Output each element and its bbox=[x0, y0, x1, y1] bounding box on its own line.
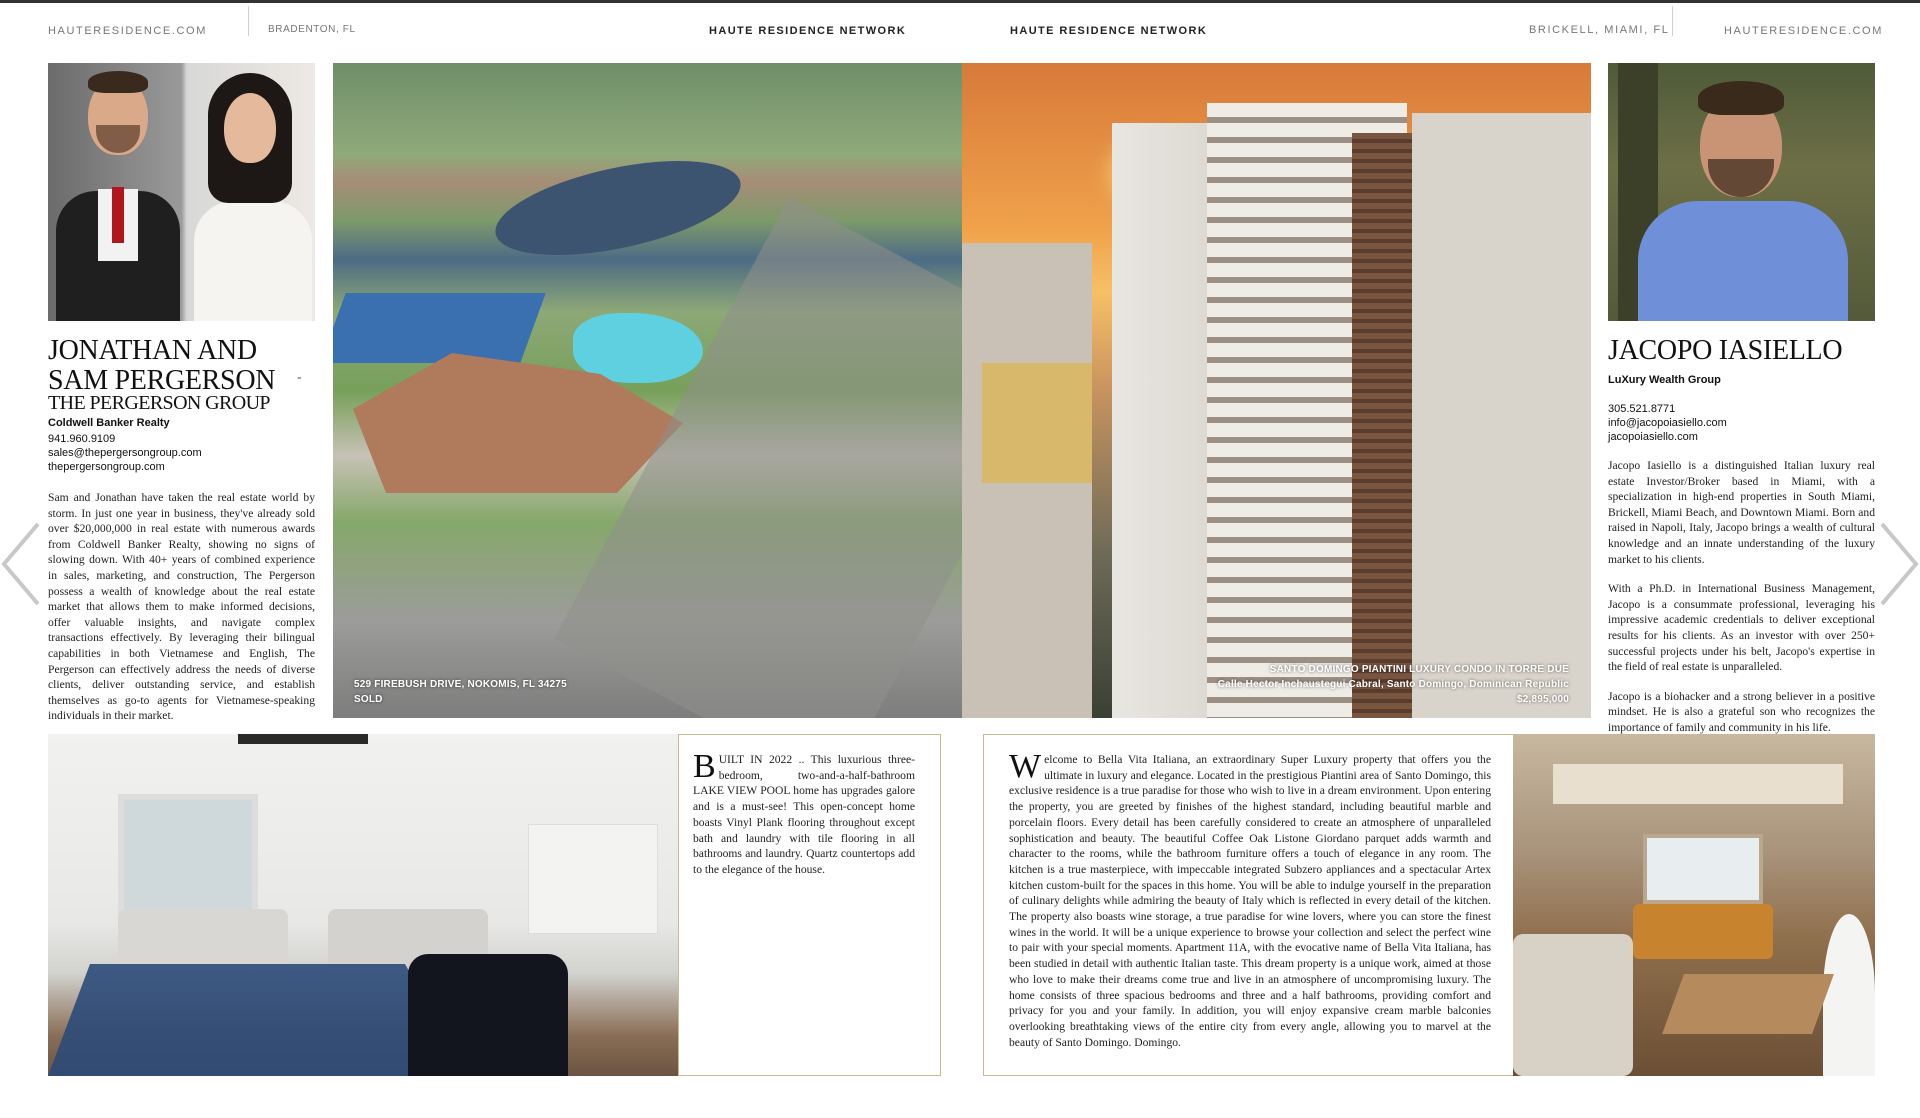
jacopo-portrait-photo bbox=[1608, 63, 1875, 321]
condo-title-caption: SANTO DOMINGO PIANTINI LUXURY CONDO IN TORRE DUE bbox=[1269, 664, 1569, 675]
agent-jonathan-figure bbox=[48, 63, 188, 321]
window bbox=[1643, 834, 1763, 904]
top-border bbox=[0, 0, 1920, 3]
listing-address-caption: 529 FIREBUSH DRIVE, NOKOMIS, FL 34275 bbox=[354, 679, 567, 690]
agent-jacopo-company: LuXury Wealth Group bbox=[1608, 374, 1721, 386]
living-room-photo bbox=[48, 734, 678, 1076]
tennis-courts bbox=[333, 293, 546, 363]
header-divider bbox=[248, 6, 249, 36]
agents-portrait-photo bbox=[48, 63, 315, 321]
chevron-left-icon[interactable] bbox=[0, 522, 42, 606]
agent-jacopo-website[interactable]: jacopoiasiello.com bbox=[1608, 431, 1698, 443]
listing-status-caption: SOLD bbox=[354, 694, 383, 705]
agent-sam-figure bbox=[188, 63, 315, 321]
tower-side bbox=[1412, 113, 1591, 718]
white-sofa bbox=[1513, 934, 1633, 1076]
armchair bbox=[408, 954, 568, 1076]
right-site-name: HAUTERESIDENCE.COM bbox=[1724, 25, 1883, 37]
orchid bbox=[1823, 914, 1875, 1076]
bio-paragraph-1: Jacopo Iasiello is a distinguished Italian luxury real estate Investor/Broker based in Miami, with a specialization in high-end properties in South Miami, Brickell, Miami Beach, and Downtown Miami. Born and raised in Napoli, Italy, Jacopo brings a wealth of cultural knowledge and an innate understanding of the luxury market to his clients. bbox=[1608, 459, 1875, 566]
ceiling bbox=[1553, 764, 1843, 804]
agent-name-line2: SAM PERGERSON bbox=[48, 365, 276, 396]
agent-jacopo-email[interactable]: info@jacopoiasiello.com bbox=[1608, 417, 1727, 429]
agent-jacopo-phone[interactable]: 305.521.8771 bbox=[1608, 403, 1676, 415]
agent-phone[interactable]: 941.960.9109 bbox=[48, 433, 116, 445]
network-title-left: HAUTE RESIDENCE NETWORK bbox=[709, 25, 907, 37]
kitchen bbox=[528, 824, 658, 934]
hair bbox=[1698, 81, 1784, 115]
agent-group-name: THE PERGERSON GROUP bbox=[48, 392, 270, 414]
area-rug bbox=[48, 964, 468, 1076]
agent-bio: Sam and Jonathan have taken the real estate world by storm. In just one year in business, they've already sold over $20,000,000 in real estate with numerous awards from Coldwell Banker Realty, showing no signs of slowing down. With 40+ years of combined experience in sales, marketing, and construction, The Pergerson possess a wealth of knowledge about the real estate market that allows them to make informed decisions, offer valuable insights, and navigate complex transactions effectively. By leveraging their bilingual capabilities in both Vietnamese and English, The Pergerson can effectively address the needs of diverse clients, deliver outstanding service, and establish themselves as go-to agents for Vietnamese-speaking individuals in their market. bbox=[48, 491, 315, 723]
condo-tower-photo bbox=[962, 63, 1591, 718]
condo-description bbox=[1009, 748, 1491, 1050]
agent-name-line1: JONATHAN AND bbox=[48, 335, 257, 366]
listing-description bbox=[693, 748, 915, 878]
agent-name-dash: - bbox=[297, 370, 302, 385]
shirt bbox=[1638, 201, 1848, 321]
dropcap: B bbox=[693, 748, 716, 785]
dropcap: W bbox=[1009, 748, 1042, 785]
right-location: BRICKELL, MIAMI, FL bbox=[1529, 24, 1670, 36]
pool-shape bbox=[573, 313, 703, 383]
header-divider bbox=[1672, 6, 1673, 36]
orange-sofa bbox=[1633, 904, 1773, 959]
bio-paragraph-2: With a Ph.D. in International Business Management, Jacopo is a consummate professional, leveraging his impressive academic credentials to deliver exceptional results for his clients. As an investor with over 250+ successful projects under his belt, Jacopo's expertise in the field of real estate is unparalleled. bbox=[1608, 582, 1875, 674]
left-location: BRADENTON, FL bbox=[268, 24, 356, 35]
condo-interior-photo bbox=[1513, 734, 1875, 1076]
yellow-building bbox=[982, 363, 1092, 483]
community-aerial-photo bbox=[333, 63, 962, 718]
agent-company: Coldwell Banker Realty bbox=[48, 417, 170, 429]
condo-address-caption: Calle Hector Inchaustegui Cabral, Santo Domingo, Dominican Republic bbox=[1217, 679, 1569, 690]
condo-price-caption: $2,895,000 bbox=[1516, 694, 1569, 705]
left-site-name: HAUTERESIDENCE.COM bbox=[48, 25, 207, 37]
chevron-right-icon[interactable] bbox=[1878, 522, 1920, 606]
condo-description-text: elcome to Bella Vita Italiana, an extraordinary Super Luxury property that offers you the ultimate in luxury and elegance. Located in the prestigious Piantini area of Santo Domingo, this exclusive residence is a true paradise for those who wish to live in a dream environment. Upon entering the property, you are greeted by finishes of the highest standard, including beautiful marble and porcelain floors. Every detail has been carefully considered to create an atmosphere of unparalleled sophistication and beauty. The beautiful Coffee Oak Listone Giordano parquet adds warmth and character to the rooms, while the bathroom furniture offers a touch of elegance in any room. The kitchen is a true masterpiece, with impeccable integrated Subzero appliances and a spectacular Artex kitchen custom-built for the spaces in this home. You will be able to indulge yourself in the preparation of culinary delights while admiring the beauty of Italy which is reflected in every detail of the kitchen. The property also boasts wine storage, a true paradise for wine lovers, where you can store the finest wines in the world. It will be a unique experience to browse your collection and select the perfect wine to pair with your special moments. Apartment 11A, with the evocative name of Bella Vita Italiana, has been studied in detail with authentic Italian taste. This dream property is a unique work, aimed at those who love to make their dreams come true and live in an atmosphere of uncompromising luxury. The home consists of three spacious bedrooms and three and a half bathrooms, providing comfort and privacy for you and your family. In addition, you will enjoy expansive cream marble balconies overlooking breathtaking views of the entire city from every angle, allowing you to marvel at the beauty of Santo Domingo. Domingo. bbox=[1009, 753, 1491, 1049]
agent-jacopo-bio bbox=[1608, 458, 1875, 750]
agent-jacopo-name: JACOPO IASIELLO bbox=[1608, 335, 1843, 366]
network-title-right: HAUTE RESIDENCE NETWORK bbox=[1010, 25, 1208, 37]
listing-description-text: UILT IN 2022 .. This luxurious three-bedroom, two-and-a-half-bathroom LAKE VIEW POOL home has upgrades galore and is a must-see! This open-concept home boasts Vinyl Plank flooring throughout except bath and laundry with tile flooring in all bathrooms and laundry. Quartz countertops add to the elegance of the house. bbox=[693, 753, 915, 876]
lake-shape bbox=[487, 143, 748, 273]
bio-paragraph-3: Jacopo is a biohacker and a strong believer in a positive mindset. He is also a grateful son who recognizes the importance of family and community in his life. bbox=[1608, 689, 1875, 734]
beard bbox=[1708, 159, 1774, 197]
sofa bbox=[118, 909, 288, 969]
tower-louvers bbox=[1352, 133, 1412, 718]
wood-floor bbox=[1662, 974, 1834, 1034]
ceiling-fan bbox=[238, 734, 368, 744]
agent-email[interactable]: sales@thepergersongroup.com bbox=[48, 447, 202, 459]
agent-website[interactable]: thepergersongroup.com bbox=[48, 461, 165, 473]
